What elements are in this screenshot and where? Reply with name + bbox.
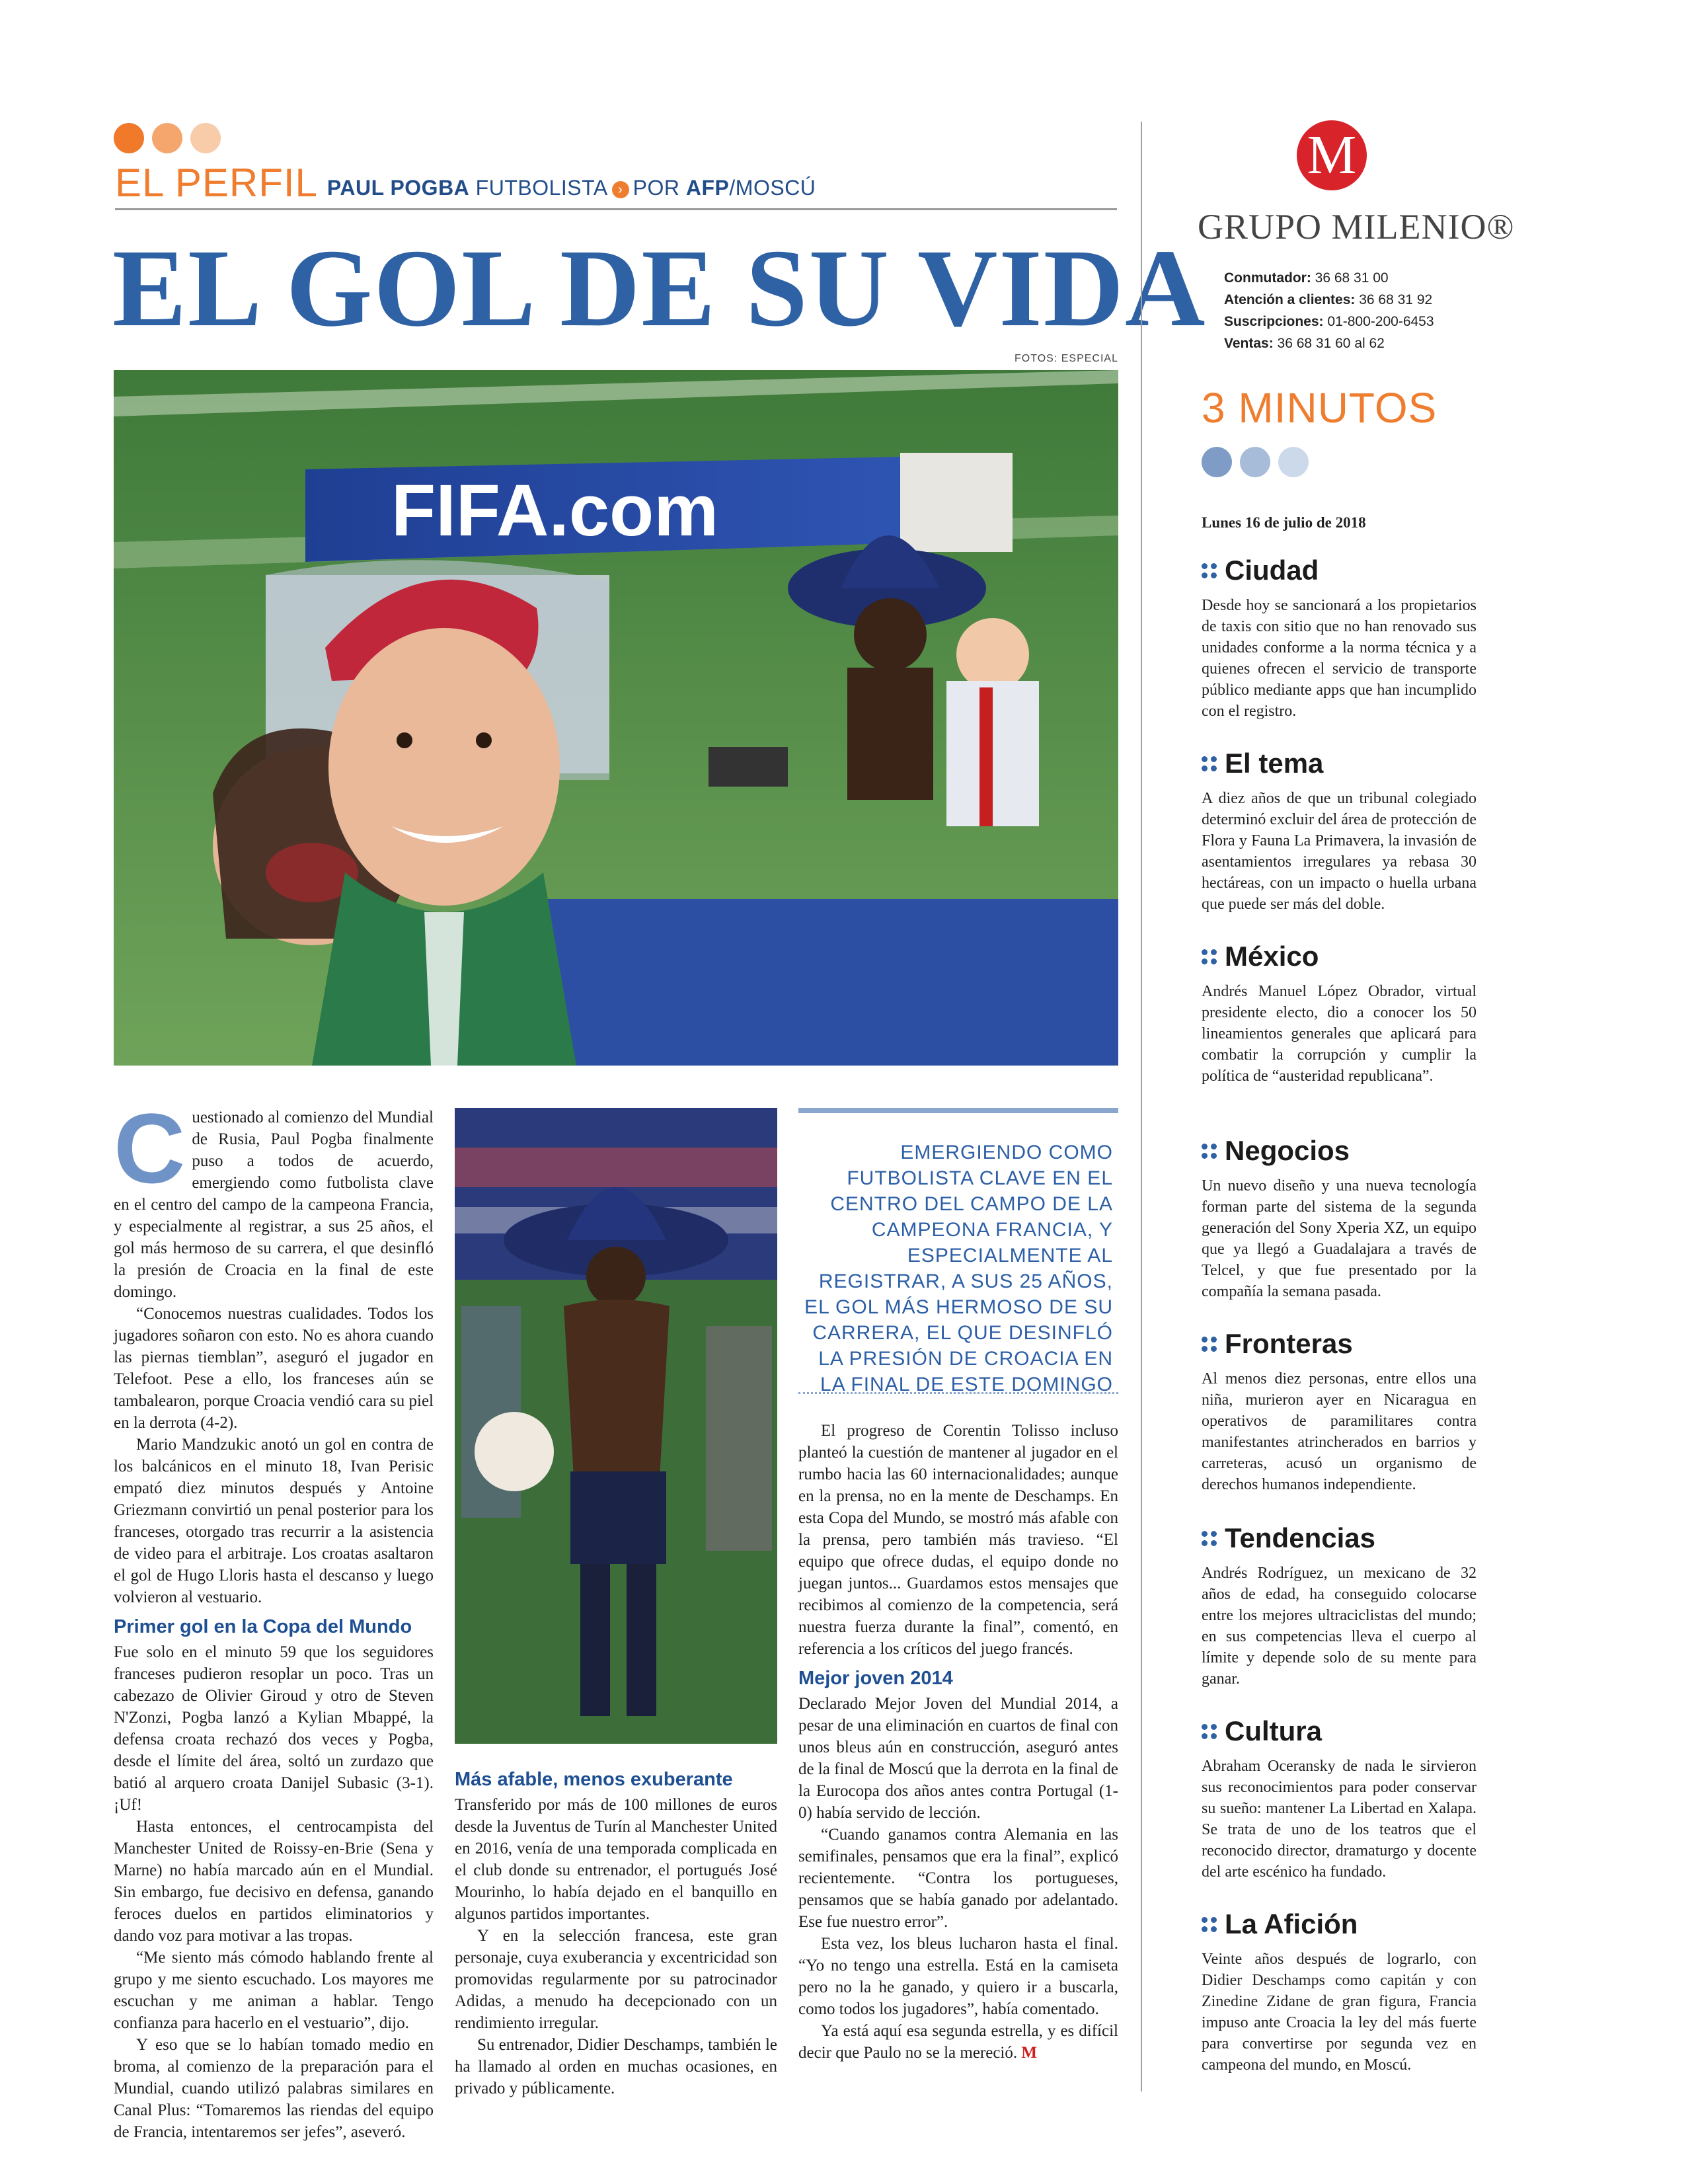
brief-heading: Ciudad [1202,554,1477,587]
contact-list [1224,267,1434,354]
article-paragraph: “Conocemos nuestras cualidades. Todos los jugadores soñaron con esto. No es ahora cuando las piernas tiemblan”, aseguró el jugador en Telefoot. Pese a ello, los franceses aún se tambalearon, porque Croacia vendió cara su piel en la derrota (4-2). [114,1305,434,1432]
article-paragraph: Transferido por más de 100 millones de euros desde la Juventus de Turín al Manchester United en 2016, venía de una temporada complicada en el club donde su entrenador, el portugués José Mourinho, lo había dejado en el banquillo en algunos partidos importantes. [455,1796,777,1923]
bullet-icon [1202,949,1217,964]
sidebar-title: 3 MINUTOS [1202,384,1438,432]
sidebar-dot [1278,447,1309,477]
brief-item [1202,554,1477,722]
brief-item [1202,1327,1477,1495]
brief-item [1202,1715,1477,1883]
subject-name: PAUL POGBA [326,176,470,200]
contact-line: Ventas: 36 68 31 60 al 62 [1224,336,1385,351]
city: /MOSCÚ [729,176,816,200]
article-paragraph: Fue solo en el minuto 59 que los seguidores franceses pudieron resoplar un poco. Tras un cabezazo de Olivier Giroud y otro de Steven N'Zonzi, Pogba lanzó a Kylian Mbappé, la defensa croata rechazó dos veces y Pogba, desde el límite del área, soltó un zurdazo que batió al arquero croata Danijel Subasic (3-1). ¡Uf! [114,1643,434,1814]
bullet-icon [1202,1337,1217,1352]
drop-cap: C [114,1093,186,1204]
brief-text: Andrés Manuel López Obrador, virtual presidente electo, dio a conocer los 50 lineamientos generales que aplicará para combatir la corrupción y cumplir la política de “austeridad republicana”. [1202,983,1477,1085]
contact-line: Atención a clientes: 36 68 31 92 [1224,292,1433,307]
end-mark: M [1021,2044,1037,2062]
section-dot [190,123,221,153]
article-paragraph: Su entrenador, Didier Deschamps, también le ha llamado al orden en muchas ocasiones, en privado y públicamente. [455,2036,777,2097]
section-dot [114,123,144,153]
article-column-3 [798,1420,1118,2064]
article-paragraph: Declarado Mejor Joven del Mundial 2014, a pesar de una eliminación en cuartos de final con unos bleus aún en construcción, aseguró antes de la final de Moscú que la derrota en la final de la Eurocopa dos años antes contra Portugal (1-0) había servido de lección. [798,1695,1118,1822]
brief-text: Veinte años después de lograrlo, con Didier Deschamps como capitán y con Zinedine Zidane de gran figura, Francia impuso ante Croacia la ley del más fuerte para convertirse por segunda vez en campeona del mundo, en Moscú. [1202,1951,1477,2074]
brief-heading: El tema [1202,747,1477,780]
brief-text: Un nuevo diseño y una nueva tecnología forman parte del sistema de la segunda generación del Sony Xperia XZ, un equipo que ya llegó a Guadalajara a través de Telcel, y que fue presentado por la compañía la semana pasada. [1202,1177,1477,1300]
brief-item [1202,747,1477,915]
contact-line: Suscripciones: 01-800-200-6453 [1224,314,1434,329]
photo-credit: FOTOS: ESPECIAL [1015,353,1118,364]
article-column-1 [114,1093,434,2143]
subheading: Mejor joven 2014 [798,1668,953,1689]
article-paragraph: Esta vez, los bleus lucharon hasta el final. “Yo no tengo una estrella. Está en la camiseta pero no la he ganado, y quiero ir a buscarla, como todos los jugadores”, había comentado. [798,1935,1118,2018]
subheading: Más afable, menos exuberante [455,1769,733,1790]
brief-heading: La Afición [1202,1908,1477,1941]
bullet-icon [1202,1531,1217,1546]
article-paragraph: Mario Mandzukic anotó un gol en contra de los balcánicos en el minuto 18, Ivan Perisic empató diez minutos después y Antoine Griezmann convirtió un penal posterior para los franceses, otorgado tras recurrir a la asistencia de video para el arbitraje. Los croatas asaltaron el gol de Hugo Lloris hasta el descanso y luego volvieron al vestuario. [114,1436,434,1606]
article-paragraph: Y eso que se lo habían tomado medio en broma, al comienzo de la preparación para el Mundial, cuando utilizó palabras similares en Canal Plus: “Tomaremos las riendas del equipo de Francia, intentaremos ser jefes”, aseveró. [114,2036,434,2141]
sidebar-date: Lunes 16 de julio de 2018 [1202,514,1366,531]
article-paragraph: Cuestionado al comienzo del Mundial de Rusia, Paul Pogba finalmente puso a todos de acuerdo, emergiendo como futbolista clave en el centro del campo de la campeona Francia, y especialmente al registrar, a sus 25 años, el gol más hermoso de su carrera, el que desinfló la presión de Croacia en la final de este domingo. [114,1093,434,1301]
brief-heading: Negocios [1202,1134,1477,1167]
brief-text: Andrés Rodríguez, un mexicano de 32 años de edad, ha conseguido colocarse entre los mejores ultraciclistas del mundo; en sus competencias lleva el cuerpo al límite y depende solo de su mente para ganar. [1202,1565,1477,1688]
article-paragraph: Ya está aquí esa segunda estrella, y es difícil decir que Paulo no se la mereció. M [798,2022,1118,2062]
main-photo [114,370,1118,1066]
pullquote-rule-bottom [798,1392,1118,1394]
article-paragraph: El progreso de Corentin Tolisso incluso planteó la cuestión de mantener al jugador en el rumbo hacia las 60 internacionalidades; aunque en la prensa, no en la mente de Deschamps. En esta Copa del Mundo, se mostró más afable con la prensa, pero también más travieso. “El equipo que ofrece dudas, el equipo donde no juegan juntos... Guardamos estos mensajes que recibimos al comienzo de la competencia, será nuestra fuerza durante la final”, comentó, en referencia a los críticos del juego francés. [798,1422,1118,1658]
article-column-2 [455,1761,777,2099]
brief-item [1202,1522,1477,1690]
chevron-right-icon: › [612,181,629,198]
brief-item [1202,1908,1477,2076]
byline-prefix: POR [633,176,680,200]
pullquote-rule-top [798,1108,1118,1113]
section-dot [152,123,182,153]
subheading: Primer gol en la Copa del Mundo [114,1616,412,1637]
brief-text: Abraham Oceransky de nada le sirvieron sus reconocimientos para poder conservar su sueño: mantener La Libertad en Xalapa. Se trata de uno de los teatros que el reconocido director, dramaturgo y docente del arte escénico ha fundado. [1202,1758,1477,1881]
brief-heading: Tendencias [1202,1522,1477,1555]
section-dots [114,123,221,153]
article-paragraph: Y en la selección francesa, este gran personaje, cuya exuberancia y excentricidad son promovidas regularmente por su patrocinador Adidas, a menudo ha decepcionado con un rendimiento irregular. [455,1927,777,2032]
kicker-byline [327,176,816,200]
bullet-icon [1202,1917,1217,1932]
bullet-icon [1202,1724,1217,1739]
milenio-logo: M [1297,120,1367,190]
brief-text: A diez años de que un tribunal colegiado determinó excluir del área de protección de Flora y Fauna La Primavera, la invasión de asentamientos irregulares ya rebasa 30 hectáreas, con un impacto o huella urbana que puede ser más del doble. [1202,790,1477,913]
banner-text: FIFA.com [391,470,719,551]
article-paragraph: “Me siento más cómodo hablando frente al grupo y me siento escuchado. Los mayores me escuchan y me animan a hablar. Tengo confianza para hacerlo en el vestuario”, dijo. [114,1949,434,2032]
sidebar-dot [1202,447,1232,477]
brief-heading: México [1202,940,1477,973]
article-paragraph: “Cuando ganamos contra Alemania en las semifinales, pensamos que era la final”, explicó recientemente. “Contra los portugueses, pensamos que se había ganado por adelantado. Ese fue nuestro error”. [798,1826,1118,1931]
brief-heading: Fronteras [1202,1327,1477,1360]
brief-text: Desde hoy se sancionará a los propietarios de taxis con sitio que no han renovado sus unidades conforme a la norma técnica y a quienes ofrecen el servicio de transporte público mediante apps que han incumplido con el registro. [1202,597,1477,720]
kicker [115,161,1117,210]
brief-text: Al menos diez personas, entre ellos una niña, murieron ayer en Nicaragua en operativos de paramilitares contra manifestantes atrincherados en barrios y carreteras, acusó un organismo de derechos humanos independiente. [1202,1370,1477,1493]
sidebar-dot [1240,447,1270,477]
bullet-icon [1202,563,1217,578]
article-paragraph: Hasta entonces, el centrocampista del Manchester United de Roissy-en-Brie (Sena y Marne) no había marcado aún en el Mundial. Sin embargo, fue decisivo en defensa, ganando feroces duelos en partidos eliminatorios y dando voz para motivar a las tropas. [114,1818,434,1945]
contact-line: Conmutador: 36 68 31 00 [1224,270,1389,286]
headline: EL GOL DE SU VIDA [112,227,1207,350]
agency: AFP [685,176,730,200]
subject-role: FUTBOLISTA [475,176,608,200]
logo-text: GRUPO MILENIO® [1198,207,1515,247]
section-label: EL PERFIL [115,161,318,205]
pullquote: EMERGIENDO COMO FUTBOLISTA CLAVE EN EL CENTRO DEL CAMPO DE LA CAMPEONA FRANCIA, Y ESPECIALMENTE AL REGISTRAR, A SUS 25 AÑOS, EL GOL MÁS HERMOSO DE SU CARRERA, EL QUE DESINFLÓ LA PRESIÓN DE CROACIA EN LA FINAL DE ESTE DOMINGO [804,1142,1113,1395]
brief-item [1202,940,1477,1087]
brief-item [1202,1134,1477,1302]
secondary-photo [455,1108,777,1744]
bullet-icon [1202,756,1217,771]
brief-heading: Cultura [1202,1715,1477,1748]
column-divider [1141,122,1142,2091]
sidebar-dots [1202,447,1309,477]
bullet-icon [1202,1144,1217,1159]
